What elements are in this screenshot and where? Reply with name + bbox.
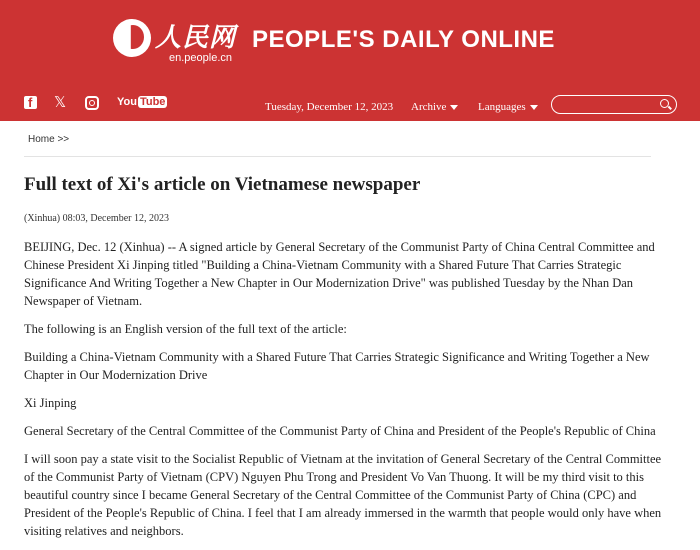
article-paragraph: BEIJING, Dec. 12 (Xinhua) -- A signed article by General Secretary of the Communist Party of China Central Committee and Chinese President Xi Jinping titled "Building a China-Vietnam Community with a Shared Future That Carries Strategic Significance And Writing Together a New Chapter in Our Modernization Drive" was published Tuesday by the Nhan Dan Newspaper of Vietnam.: [24, 240, 655, 308]
chevron-down-icon: [530, 105, 538, 110]
article-paragraph: Xi Jinping: [24, 396, 77, 410]
article-paragraph: The following is an English version of the full text of the article:: [24, 322, 347, 336]
article-paragraph: I will soon pay a state visit to the Socialist Republic of Vietnam at the invitation of General Secretary of the Central Committee of the Communist Party of Vietnam (CPV) Nguyen Phu Trong and President Vo Van Thuong. It will be my third visit to this beautiful country since I became General Secretary of the Central Committee of the Communist Party of China (CPC) and President of the People's Republic of China. I feel that I am already immersed in the warmth that people would only have when visiting relatives and neighbors.: [24, 452, 662, 538]
instagram-icon[interactable]: [85, 96, 99, 110]
divider: [24, 156, 651, 157]
site-title[interactable]: PEOPLE'S DAILY ONLINE: [252, 26, 555, 53]
chevron-down-icon: [450, 105, 458, 110]
x-icon[interactable]: 𝕏: [54, 94, 67, 111]
breadcrumb[interactable]: Home >>: [28, 134, 70, 145]
archive-label: Archive: [411, 101, 447, 113]
languages-label: Languages: [478, 101, 526, 113]
archive-menu[interactable]: [411, 101, 458, 113]
youtube-icon[interactable]: You Tube: [117, 96, 166, 108]
facebook-icon[interactable]: f: [24, 96, 37, 109]
languages-menu[interactable]: [478, 101, 538, 113]
article-meta: (Xinhua) 08:03, December 12, 2023: [24, 213, 169, 224]
article-paragraph: Building a China-Vietnam Community with a Shared Future That Carries Strategic Significance and Writing Together a New Chapter in Our Modernization Drive: [24, 350, 650, 382]
current-date: Tuesday, December 12, 2023: [265, 101, 394, 113]
logo-chinese-text: 人民网: [155, 23, 237, 53]
logo-emblem-icon: [113, 19, 151, 57]
logo-domain: en.people.cn: [169, 52, 232, 64]
site-logo[interactable]: [113, 15, 243, 65]
article-paragraph: General Secretary of the Central Committee of the Communist Party of China and President of the People's Republic of China: [24, 424, 656, 438]
search-input[interactable]: [551, 95, 677, 114]
site-header: [0, 0, 700, 121]
article-title: Full text of Xi's article on Vietnamese newspaper: [24, 174, 421, 195]
search-icon[interactable]: [660, 99, 669, 108]
article-body: [24, 238, 664, 550]
